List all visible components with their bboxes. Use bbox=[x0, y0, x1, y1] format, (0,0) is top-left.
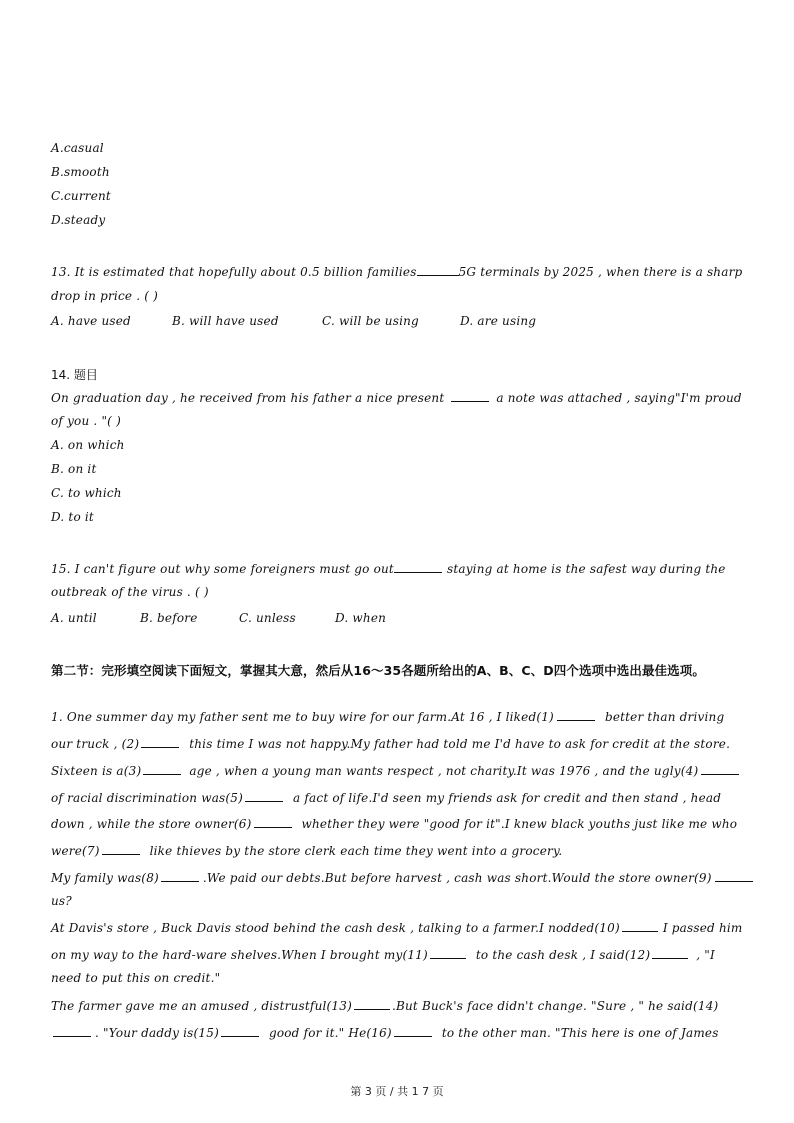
cloze-blank-16 bbox=[394, 1025, 432, 1037]
cloze-blank-12 bbox=[652, 947, 688, 959]
passage-line-7 bbox=[51, 870, 753, 885]
passage-line-5 bbox=[51, 816, 737, 831]
passage-line-9 bbox=[51, 920, 743, 935]
q13-text-a: 13. It is estimated that hopefully about 0.5 billion families bbox=[51, 265, 417, 279]
q13-text-b: 5G terminals by 2025 , when there is a sharp bbox=[458, 265, 743, 279]
passage-text: this time I was not happy.My father had told me I'd have to ask for credit at the store. bbox=[189, 737, 731, 751]
q14-option-a: A. on which bbox=[51, 438, 125, 452]
page-number-footer: 第 3 页 / 共 1 7 页 bbox=[350, 1085, 444, 1098]
q13-question-line2: drop in price . ( ) bbox=[51, 289, 159, 303]
passage-line-2 bbox=[51, 736, 730, 751]
q13-blank bbox=[417, 264, 459, 276]
q15-option-c: C. unless bbox=[239, 611, 296, 625]
passage-text: to the other man. "This here is one of James bbox=[441, 1026, 719, 1040]
passage-line-13 bbox=[53, 1025, 719, 1040]
q12-option-c: C.current bbox=[51, 189, 111, 203]
q15-option-a: A. until bbox=[51, 611, 97, 625]
q14-option-b: B. on it bbox=[51, 462, 97, 476]
passage-text: .But Buck's face didn't change. "Sure , " he said(14) bbox=[391, 999, 719, 1013]
passage-text: a fact of life.I'd seen my friends ask for credit and then stand , head bbox=[293, 791, 722, 805]
passage-text: to the cash desk , I said(12) bbox=[475, 948, 651, 962]
q13-options bbox=[51, 314, 536, 328]
q14-question-line1 bbox=[51, 390, 742, 405]
q13-question-line1 bbox=[51, 264, 742, 279]
q15-option-b: B. before bbox=[140, 611, 198, 625]
passage-text: down , while the store owner(6) bbox=[51, 817, 252, 831]
passage-line-8: us? bbox=[51, 894, 72, 908]
q14-text-b: a note was attached , saying"I'm proud bbox=[496, 391, 742, 405]
passage-line-1 bbox=[51, 709, 724, 724]
passage-line-10 bbox=[51, 947, 715, 962]
passage-text: . "Your daddy is(15) bbox=[95, 1026, 219, 1040]
q15-question-line1 bbox=[51, 561, 726, 576]
q15-text-b: staying at home is the safest way during the bbox=[446, 562, 726, 576]
q13-option-c: C. will be using bbox=[322, 314, 419, 328]
passage-line-3 bbox=[51, 763, 739, 778]
q12-option-d: D.steady bbox=[51, 213, 106, 227]
passage-text: on my way to the hard-ware shelves.When I brought my(11) bbox=[51, 948, 428, 962]
q12-option-b: B.smooth bbox=[51, 165, 110, 179]
passage-line-6 bbox=[51, 843, 562, 858]
passage-text: age , when a young man wants respect , not charity.It was 1976 , and the ugly(4) bbox=[189, 764, 699, 778]
q15-options bbox=[51, 611, 386, 625]
passage-text: .We paid our debts.But before harvest , cash was short.Would the store owner(9) bbox=[202, 871, 712, 885]
passage-text: better than driving bbox=[604, 710, 725, 724]
q14-option-c: C. to which bbox=[51, 486, 122, 500]
cloze-blank-6 bbox=[254, 816, 292, 828]
q14-title: 14. 题目 bbox=[51, 368, 98, 382]
passage-text: of racial discrimination was(5) bbox=[51, 791, 244, 805]
cloze-blank-9 bbox=[715, 870, 753, 882]
q15-option-d: D. when bbox=[335, 611, 387, 625]
cloze-blank-15 bbox=[221, 1025, 259, 1037]
cloze-blank-13 bbox=[354, 998, 390, 1010]
q14-option-d: D. to it bbox=[51, 510, 94, 524]
q13-option-b: B. will have used bbox=[172, 314, 279, 328]
passage-line-12 bbox=[51, 998, 718, 1013]
q13-option-d: D. are using bbox=[460, 314, 537, 328]
passage-line-11: need to put this on credit." bbox=[51, 971, 221, 985]
passage-text: Sixteen is a(3) bbox=[51, 764, 142, 778]
cloze-blank-3 bbox=[143, 763, 181, 775]
passage-text: At Davis's store , Buck Davis stood behind the cash desk , talking to a farmer.I nodded(10) bbox=[51, 921, 620, 935]
passage-text: our truck , (2) bbox=[51, 737, 140, 751]
cloze-blank-14 bbox=[53, 1025, 91, 1037]
q15-blank bbox=[394, 561, 442, 573]
passage-line-4 bbox=[51, 790, 721, 805]
q15-text-a: 15. I can't figure out why some foreigners must go out bbox=[51, 562, 394, 576]
passage-text: whether they were "good for it".I knew black youths just like me who bbox=[301, 817, 738, 831]
q14-blank bbox=[451, 390, 489, 402]
cloze-blank-1 bbox=[557, 709, 595, 721]
passage-text: were(7) bbox=[51, 844, 100, 858]
cloze-blank-4 bbox=[701, 763, 739, 775]
cloze-blank-10 bbox=[622, 920, 658, 932]
passage-text: , "I bbox=[696, 948, 715, 962]
passage-text: like thieves by the store clerk each time they went into a grocery. bbox=[149, 844, 563, 858]
q15-question-line2: outbreak of the virus . ( ) bbox=[51, 585, 209, 599]
passage-text: The farmer gave me an amused , distrustful(13) bbox=[51, 999, 352, 1013]
q14-question-line2: of you . "( ) bbox=[51, 414, 121, 428]
q14-text-a: On graduation day , he received from his father a nice present bbox=[51, 391, 445, 405]
cloze-blank-8 bbox=[161, 870, 199, 882]
cloze-blank-5 bbox=[245, 790, 283, 802]
q12-option-a: A.casual bbox=[51, 141, 104, 155]
passage-text: My family was(8) bbox=[51, 871, 159, 885]
cloze-blank-7 bbox=[102, 843, 140, 855]
passage-text: good for it." He(16) bbox=[268, 1026, 392, 1040]
q13-option-a: A. have used bbox=[51, 314, 131, 328]
cloze-blank-11 bbox=[430, 947, 466, 959]
passage-text: 1. One summer day my father sent me to buy wire for our farm.At 16 , I liked(1) bbox=[51, 710, 554, 724]
cloze-blank-2 bbox=[141, 736, 179, 748]
passage-text: I passed him bbox=[662, 921, 743, 935]
section2-heading: 第二节：完形填空阅读下面短文，掌握其大意，然后从16～35各题所给出的A、B、C、D四个选项中选出最佳选项。 bbox=[51, 663, 705, 678]
